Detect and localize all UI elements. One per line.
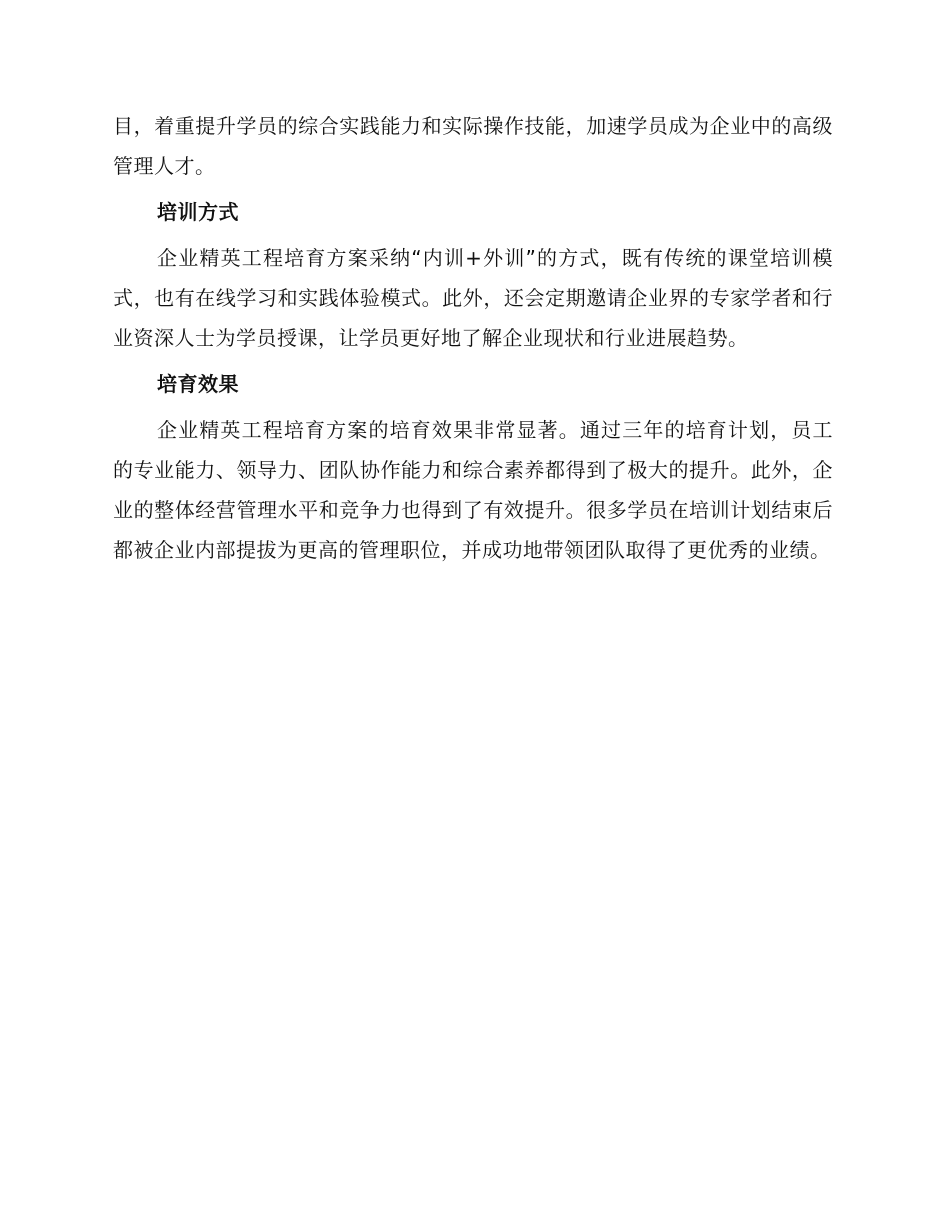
section-heading-training-effect: 培育效果 [157, 372, 239, 396]
section-heading-training-method: 培训方式 [157, 200, 239, 224]
training-method-paragraph: 企业精英工程培育方案采纳“内训+外训”的方式，既有传统的课堂培训模式，也有在线学习和实践体验模式。此外，还会定期邀请企业界的专家学者和行业资深人士为学员授课，让学员更好地了解企业现状和行业进展趋势。 [113, 246, 833, 350]
training-effect-paragraph: 企业精英工程培育方案的培育效果非常显著。通过三年的培育计划，员工的专业能力、领导力、团队协作能力和综合素养都得到了极大的提升。此外，企业的整体经营管理水平和竞争力也得到了有效提升。很多学员在培训计划结束后都被企业内部提拔为更高的管理职位，并成功地带领团队取得了更优秀的业绩。 [113, 418, 833, 562]
intro-paragraph-tail: 目，着重提升学员的综合实践能力和实际操作技能，加速学员成为企业中的高级管理人才。 [113, 114, 833, 178]
document-body [113, 106, 833, 576]
